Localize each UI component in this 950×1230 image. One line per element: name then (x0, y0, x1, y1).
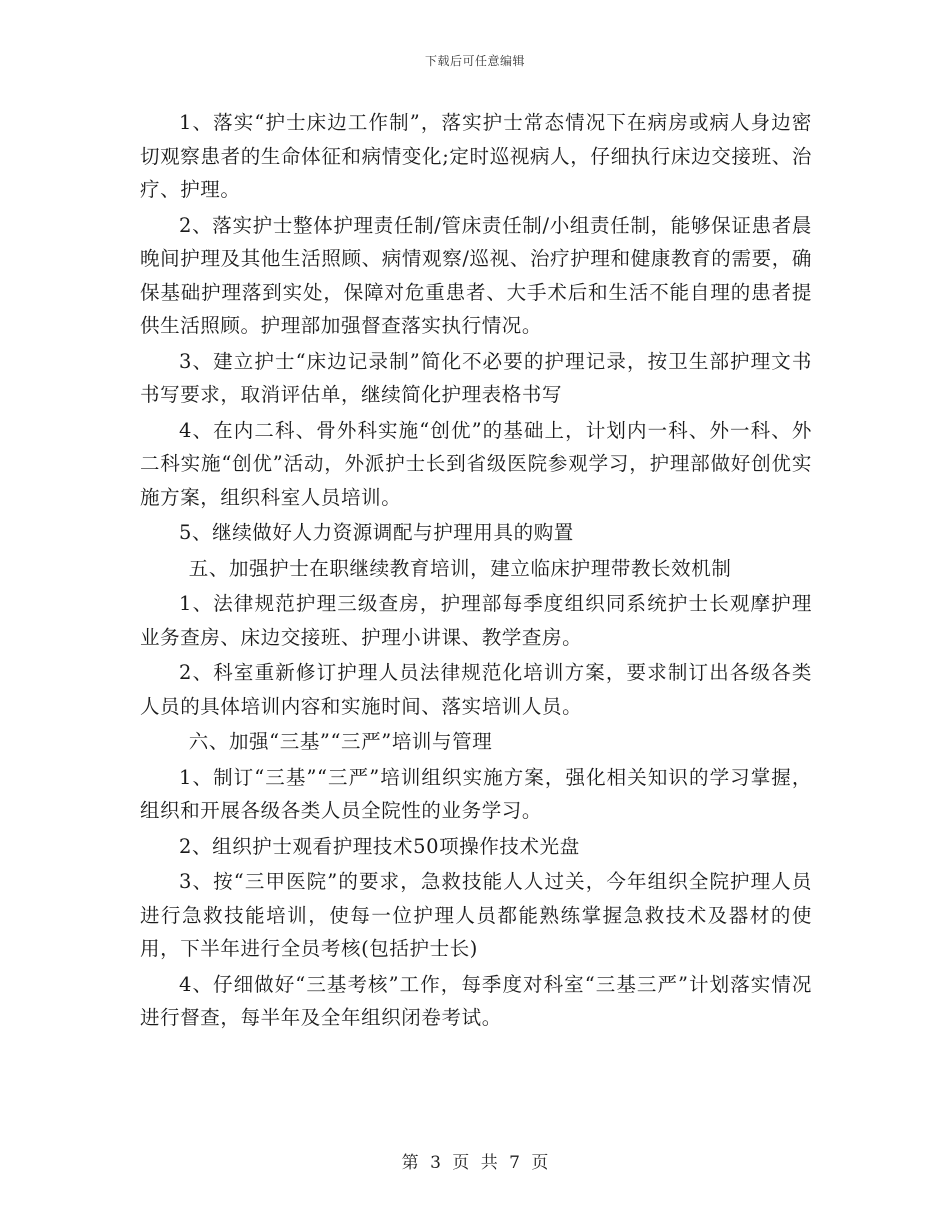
paragraph-2: 2、落实护士整体护理责任制/管床责任制/小组责任制，能够保证患者晨晚间护理及其他生活照顾、病情观察/巡视、治疗护理和健康教育的需要，确保基础护理落到实处，保障对危重患者、大手术后和生活不能自理的患者提供生活照顾。护理部加强督查落实执行情况。 (140, 213, 812, 337)
paragraph-7: 2、科室重新修订护理人员法律规范化培训方案，要求制订出各级各类人员的具体培训内容和实施时间、落实培训人员。 (140, 661, 812, 718)
paragraph-4: 4、在内二科、骨外科实施“创优”的基础上，计划内一科、外一科、外二科实施“创优”活动，外派护士长到省级医院参观学习，护理部做好创优实施方案，组织科室人员培训。 (140, 418, 812, 509)
paragraph-8: 1、制订“三基”“三严”培训组织实施方案，强化相关知识的学习掌握，组织和开展各级各类人员全院性的业务学习。 (140, 765, 812, 822)
paragraph-1: 1、落实“护士床边工作制”，落实护士常态情况下在病房或病人身边密切观察患者的生命体征和病情变化;定时巡视病人，仔细执行床边交接班、治疗、护理。 (140, 111, 812, 201)
page-header-note: 下载后可任意编辑 (424, 54, 525, 68)
paragraph-9: 2、组织护士观看护理技术50项操作技术光盘 (179, 834, 580, 858)
section-heading-6: 六、加强“三基”“三严”培训与管理 (188, 730, 493, 753)
paragraph-5: 5、继续做好人力资源调配与护理用具的购置 (179, 521, 574, 544)
section-heading-5: 五、加强护士在职继续教育培训，建立临床护理带教长效机制 (188, 556, 732, 580)
paragraph-6: 1、法律规范护理三级查房，护理部每季度组织同系统护士长观摩护理业务查房、床边交接班、护理小讲课、教学查房。 (140, 592, 812, 649)
document-body (140, 106, 812, 1037)
page-number-footer: 第 3 页 共 7 页 (401, 1153, 549, 1173)
paragraph-3: 3、建立护士“床边记录制”简化不必要的护理记录，按卫生部护理文书书写要求，取消评估单，继续简化护理表格书写 (140, 349, 812, 406)
paragraph-10: 3、按“三甲医院”的要求，急救技能人人过关，今年组织全院护理人员进行急救技能培训，使每一位护理人员都能熟练掌握急救技术及器材的使用，下半年进行全员考核(包括护士长) (140, 870, 812, 960)
paragraph-11: 4、仔细做好“三基考核”工作，每季度对科室“三基三严”计划落实情况进行督查，每半年及全年组织闭卷考试。 (140, 972, 812, 1029)
